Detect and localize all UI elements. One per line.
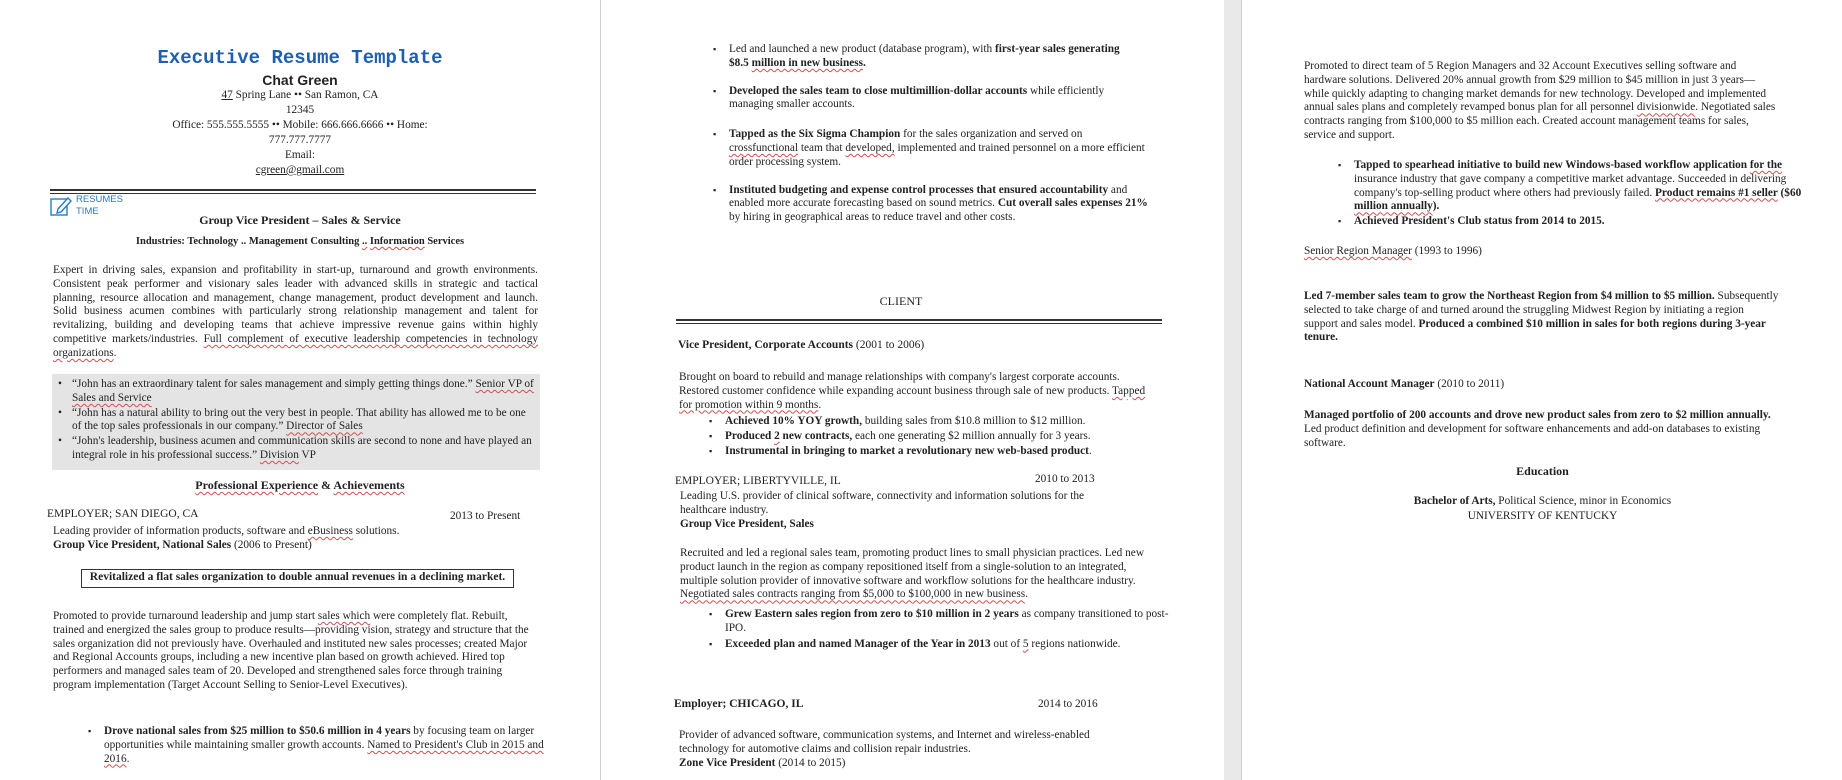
testimonials-box (52, 374, 540, 470)
role-paragraph (53, 610, 535, 693)
email-label: Email: (284, 149, 316, 161)
quote-2-text: “John has a natural ability to bring out the very best in people. That ability has allowed me to be one of the top sales professionals in our company.” (72, 406, 526, 433)
p3-bullet-2 (1354, 215, 1809, 229)
quote-3-text: “John's leadership, business acumen and communication skills are second to none and have played an integral role in his professional success.” (72, 435, 532, 461)
role-para-sq: sales which (317, 610, 371, 622)
p1b1-rest: by focusing team on larger opportunities while maintaining smaller growth accounts. (104, 725, 535, 751)
p3b1-sq2: Product remains #1 seller (1655, 186, 1778, 199)
employer-1: EMPLOYER; SAN DIEGO, CA (47, 508, 199, 520)
phone-line: Office: 555.555.5555 •• Mobile: 666.666.6666 •• Home: (172, 119, 428, 131)
srm-dates: (1993 to 1996) (1411, 245, 1482, 257)
vb2-rest: each one generating $2 million annually for 3 years. (852, 429, 1091, 442)
vp-bullet-1 (725, 415, 1175, 429)
national-account-role (1304, 378, 1504, 392)
vp-para-end: . (818, 398, 822, 411)
srm-bold2: Produced a combined $10 million in sales for both regions during 3-year tenure. (1304, 317, 1766, 344)
p3b1-end: ). (1432, 200, 1440, 213)
page3-paragraph (1304, 60, 1779, 143)
employer-1-role (53, 539, 312, 553)
employer-3-desc: Provider of advanced software, communication systems, and Internet and wireless-enabled technology for automotive claims and collision repair industries. (679, 729, 1090, 755)
p3b1-bold2: ($60 (1777, 186, 1802, 199)
quote-3-source: Division (259, 448, 299, 461)
p2b4-bold2: Cut overall sales expenses 21% (997, 197, 1148, 210)
senior-region-role (1304, 245, 1482, 259)
eb2-sq: 5 (1022, 637, 1029, 650)
address-number: 47 (221, 89, 233, 101)
summary-tail: Full complement of executive leadership competencies in technology organizations (53, 332, 538, 359)
p2b1-end: . (863, 56, 866, 69)
emp1-role-dates: (2006 to Present) (231, 539, 312, 551)
nam-bold: Managed portfolio of 200 accounts and drove new product sales from zero to $2 million annually. (1304, 409, 1771, 421)
p2b3-b: team that (798, 141, 846, 154)
industries-line (0, 235, 600, 249)
p2-bullet-3 (729, 128, 1149, 169)
candidate-name: Chat Green (262, 72, 338, 88)
p3b1-sq: for the (1749, 159, 1782, 171)
p2b1-a: Led and launched a new product (database program), with (729, 43, 996, 55)
ind-info: Information (369, 236, 425, 247)
employer-2-desc: Leading U.S. provider of clinical software, connectivity and information solutions for the healthcare industry. (680, 490, 1085, 516)
employer-1-desc (53, 525, 399, 539)
ind-dots-2: .. (362, 236, 368, 247)
vb3-end: . (1088, 444, 1092, 457)
emp3-role-dates: (2014 to 2015) (775, 757, 846, 769)
nam-dates: (2010 to 2011) (1434, 378, 1505, 390)
zip-code: 12345 (285, 104, 315, 116)
client-heading: CLIENT (879, 294, 923, 308)
employer-1-dates: 2013 to Present (450, 510, 521, 522)
eb2-a: out of (990, 637, 1023, 650)
p2b3-c: implemented and trained personnel on a more efficient order processing system. (729, 141, 1145, 168)
degree-bold: Bachelor of Arts, (1413, 495, 1496, 507)
emp1-desc-sq: eBusiness (307, 525, 353, 537)
vp-dates: (2001 to 2006) (853, 339, 925, 351)
ind-d: Services (424, 236, 465, 247)
section-heading-amp: & (318, 478, 334, 492)
headline: Group Vice President – Sales & Service (199, 213, 401, 227)
vp-bullet-2 (725, 430, 1175, 444)
ind-dots-1: .. (240, 236, 247, 247)
emp2-para-text: Recruited and led a regional sales team, promoting product lines to small physician practices. Led new product launch in the region as company repositioned itself from a single-solution to an integrated, multiple solution provider of innovative software and workflow solutions for the healthcare industry. (680, 547, 1144, 587)
employer-2-dates: 2010 to 2013 (1035, 473, 1095, 485)
eb1-rest: as company transitioned to post-IPO. (725, 608, 1169, 634)
resume-page-1 (0, 0, 600, 780)
address-text: Spring Lane •• San Ramon, CA (232, 89, 379, 101)
p3-para-sq: divisionwide (1636, 101, 1696, 114)
quote-3-end: VP (298, 448, 316, 461)
nam-title: National Account Manager (1304, 378, 1435, 390)
p2b3-sq2: developed, (845, 141, 895, 154)
testimonial-1 (72, 378, 534, 406)
employer-2: EMPLOYER; LIBERTYVILLE, IL (675, 475, 841, 487)
p2-bullet-1 (729, 43, 1149, 71)
eb2-b: regions nationwide. (1028, 637, 1121, 650)
p3-para-a: Promoted to direct team of 5 Region Managers and 32 Account Executives selling software and hardware solutions. Delivered 20% annual growth from $29 million to $45 million in just 3 years—while quickly adapting to changing market demands for new technology. Developed and implemented annual sales plans and completely revamped bonus plan for all personnel (1304, 60, 1766, 114)
page1-bullet-1 (104, 725, 544, 766)
degree-rest: Political Science, minor in Economics (1495, 495, 1672, 507)
page3-bullets (1334, 159, 1809, 230)
employer-3-dates: 2014 to 2016 (1038, 698, 1098, 710)
p2b3-a: for the sales organization and served on (900, 128, 1083, 141)
employer-2-paragraph (680, 547, 1152, 602)
p1b1-sq: Named to President's Club in 2015 and 2016 (104, 738, 544, 765)
vp-bullets (705, 415, 1175, 459)
p2b4-bold: Instituted budgeting and expense control processes that ensured accountability (729, 183, 1109, 196)
section-heading-experience (0, 479, 600, 493)
p2-bullet-4 (729, 184, 1149, 225)
employer-2-role: Group Vice President, Sales (680, 518, 814, 530)
p2b3-sq1: crossfunctional (729, 141, 799, 154)
vp-bullet-3 (725, 445, 1175, 459)
nam-text: Led product definition and development for software enhancements and add-on databases to existing software. (1304, 422, 1761, 449)
quote-2-source: Director of Sales (286, 420, 363, 433)
resume-page-2 (600, 0, 1224, 780)
vp-paragraph (679, 371, 1149, 412)
email-link[interactable]: cgreen@gmail.com (255, 164, 345, 176)
p2b3-bold: Tapped as the Six Sigma Champion (729, 128, 901, 141)
page2-top-bullets (709, 43, 1149, 236)
address-line (0, 89, 600, 103)
national-account-paragraph (1304, 409, 1774, 450)
p2b2-rest: while efficiently managing smaller accounts. (729, 84, 1105, 111)
employer-3-role (679, 757, 845, 771)
emp3-role-title: Zone Vice President (679, 757, 776, 769)
testimonial-3 (72, 435, 534, 463)
emp2-bullet-1 (725, 608, 1175, 636)
p3b1-sq3: million annually (1354, 200, 1433, 213)
p3-para-b: . Negotiated sales contracts ranging from $100,000 to $5 million each. Created account management teams for sales, service and support. (1304, 101, 1776, 141)
srm-bold: Led 7-member sales team to grow the Northeast Region from $4 million to $5 million. (1304, 290, 1715, 302)
srm-title: Senior Region Manager (1304, 245, 1412, 257)
emp1-desc-b: solutions. (352, 525, 400, 537)
p2b1-bold: first-year sales generating (995, 43, 1120, 55)
p3b1-a: insurance industry that gave company a competitive market advantage. Succeeded in delivering company's top-selling product where others had previously failed. (1354, 172, 1787, 199)
p2b4-b: by hiring in geographical areas to reduce travel and other costs. (729, 211, 1016, 224)
p2-bullet-2 (729, 85, 1149, 113)
logo-line-2: TIME (76, 206, 99, 217)
vb1-bold: Achieved 10% YOY growth, (725, 415, 863, 427)
summary-paragraph (53, 264, 538, 361)
p3b1-bold: Tapped to spearhead initiative to build new Windows-based workflow application (1354, 159, 1750, 171)
vp-para-sq: Tapped for promotion within 9 months (679, 384, 1146, 411)
p2b1-bold2: $8.5 (729, 56, 752, 69)
vp-title: Vice President, Corporate Accounts (678, 339, 854, 351)
section-heading-a: Professional Experience (195, 478, 319, 492)
vb3-bold: Instrumental in bringing to market a revolutionary new web-based product (725, 444, 1089, 457)
emp2-bullet-2 (725, 638, 1175, 652)
p2b2-bold: Developed the sales team to close multimillion-dollar accounts (729, 84, 1028, 97)
vp-para-text: Brought on board to rebuild and manage relationships with company's largest corporate accounts. Restored customer confidence while expanding account business through sale of new products. (679, 371, 1120, 397)
p1b1-bold: Drove national sales from $25 million to $50.6 million in 4 years (104, 725, 411, 737)
emp2-para-sq: Negotiated sales contracts ranging from $5,000 to $100,000 in new business (680, 588, 1026, 601)
p2b4-a: and enabled more accurate forecasting based on sound metrics. (729, 183, 1128, 210)
employer-2-bullets (705, 608, 1175, 662)
employer-3: Employer; CHICAGO, IL (674, 698, 804, 710)
resume-title: Executive Resume Template (157, 47, 443, 69)
summary-end: . (113, 346, 117, 359)
emp2-para-end: . (1025, 588, 1028, 601)
ind-a: Industries: Technology (135, 236, 241, 247)
eb2-bold: Exceeded plan and named Manager of the Year in 2013 (725, 637, 991, 650)
vb2-bold-b: new contracts, (779, 429, 853, 442)
srm-text: Subsequently selected to take charge of and turned around the struggling Midwest Region by initiating a region support and sales model. (1304, 290, 1779, 330)
degree-line (1242, 495, 1842, 509)
role-para-a: Promoted to provide turnaround leadership and jump start (53, 610, 318, 622)
summary-text: Expert in driving sales, expansion and profitability in start-up, turnaround and growth environments. Consistent peak performer and visionary sales leader with advanced skills in strategic and tactical planning, resource allocation and management, change management, product development and launch. Solid business acumen combines with particularly strong relationship management and talent for revitalizing, building and developing teams that achieve impressive revenue gains within highly competitive markets/industries. (53, 264, 538, 345)
p3-bullet-1 (1354, 159, 1809, 214)
quote-1-source: Senior VP of Sales and Service (72, 378, 534, 404)
logo-line-1: RESUMES (76, 194, 123, 205)
vb1-rest: building sales from $10.8 million to $12 million. (862, 415, 1086, 427)
vb2-sq: 2 (774, 429, 780, 442)
p2b1-sq: million in new business (751, 56, 864, 69)
ind-b: Management Consulting (246, 236, 362, 247)
vp-role (678, 339, 924, 353)
p1b1-end: . (126, 752, 130, 765)
section-heading-b: Achievements (333, 478, 405, 492)
school-name: UNIVERSITY OF KENTUCKY (1467, 510, 1618, 522)
senior-region-paragraph (1304, 290, 1779, 345)
client-rule (676, 319, 1162, 324)
role-para-b: were completely flat. Rebuilt, trained and energized the sales group to produce results—providing vision, strategy and structure that the sales organization did not previously have. Overhauled and instituted new sales processes; created Major and Regional Accounts groups, including a new incentive plan based on growth achieved. Hired top performers and managed sales team of 20. Developed and strengthened sales force through training program implementation (Target Account Selling to Senior-Level Executives). (53, 610, 529, 691)
emp1-role-title: Group Vice President, National Sales (53, 539, 232, 551)
vb2-bold-a: Produced (725, 429, 775, 442)
resume-page-3 (1241, 0, 1842, 780)
home-phone: 777.777.7777 (268, 134, 332, 146)
quote-1-text: “John has an extraordinary talent for sales management and simply getting things done.” (72, 378, 476, 390)
education-heading: Education (1516, 464, 1569, 478)
p3b2-bold: Achieved President's Club status from 2014 to 2015. (1354, 215, 1605, 228)
emp1-desc-a: Leading provider of information products, software and (53, 525, 308, 537)
highlight-box: Revitalized a flat sales organization to double annual revenues in a declining market. (81, 569, 514, 588)
page1-bullets (84, 725, 544, 777)
eb1-bold: Grew Eastern sales region from zero to $10 million in 2 years (725, 608, 1019, 620)
testimonial-2 (72, 407, 534, 435)
